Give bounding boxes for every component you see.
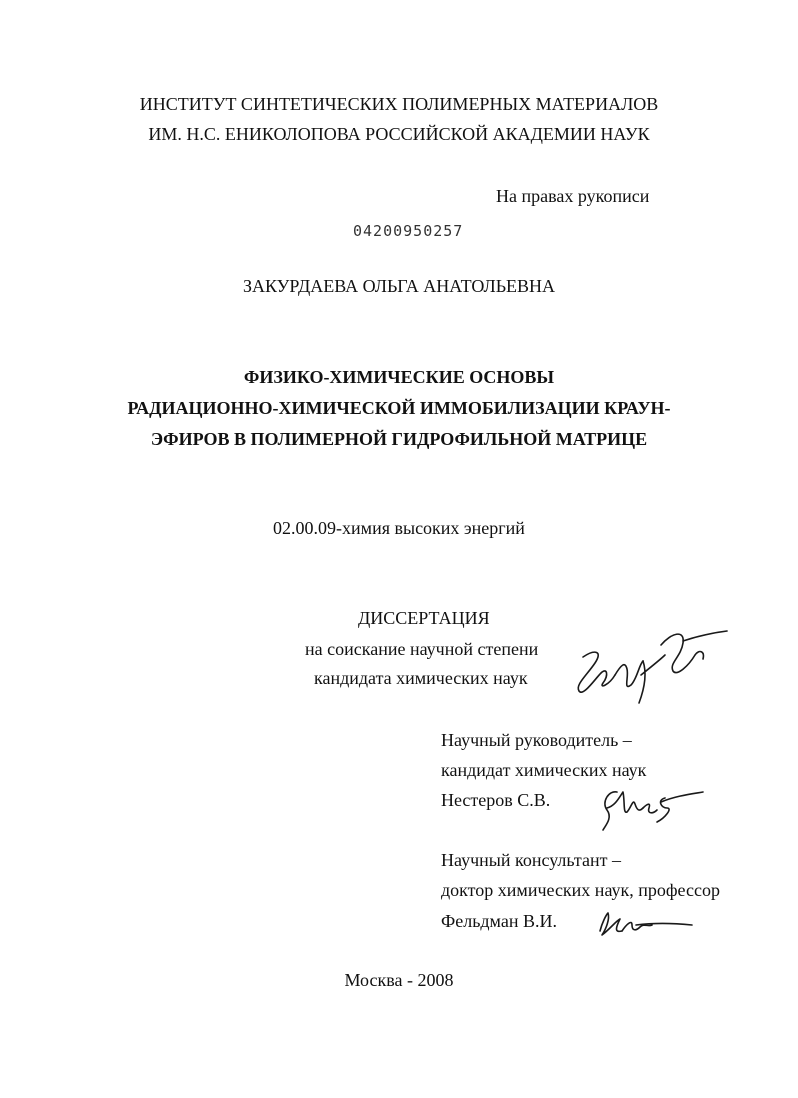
title-line-3: ЭФИРОВ В ПОЛИМЕРНОЙ ГИДРОФИЛЬНОЙ МАТРИЦЕ <box>150 429 648 449</box>
consultant-signature <box>592 903 702 943</box>
title-line-1: ФИЗИКО-ХИМИЧЕСКИЕ ОСНОВЫ <box>243 367 555 387</box>
dissertation-line-1: на соискание научной степени <box>305 639 539 659</box>
manuscript-note: На правах рукописи <box>496 186 650 206</box>
consultant-name: Фельдман В.И. <box>441 911 557 931</box>
supervisor-name: Нестеров С.В. <box>441 790 551 810</box>
consultant-role: Научный консультант – <box>441 850 621 870</box>
institute-line-2: ИМ. Н.С. ЕНИКОЛОПОВА РОССИЙСКОЙ АКАДЕМИИ НАУК <box>148 124 650 144</box>
dissertation-heading: ДИССЕРТАЦИЯ <box>358 608 490 628</box>
specialty-code: 02.00.09-химия высоких энергий <box>273 518 525 538</box>
institute-line-1: ИНСТИТУТ СИНТЕТИЧЕСКИХ ПОЛИМЕРНЫХ МАТЕРИАЛОВ <box>139 94 659 114</box>
consultant-degree: доктор химических наук, профессор <box>441 880 720 900</box>
registration-number: 04200950257 <box>353 222 464 240</box>
author-name: ЗАКУРДАЕВА ОЛЬГА АНАТОЛЬЕВНА <box>242 276 556 296</box>
author-signature <box>565 615 735 710</box>
title-line-2: РАДИАЦИОННО-ХИМИЧЕСКОЙ ИММОБИЛИЗАЦИИ КРАУН- <box>127 398 671 418</box>
supervisor-role: Научный руководитель – <box>441 730 632 750</box>
supervisor-signature <box>595 778 705 838</box>
city-year: Москва - 2008 <box>344 970 454 990</box>
supervisor-degree: кандидат химических наук <box>441 760 647 780</box>
dissertation-line-2: кандидата химических наук <box>314 668 528 688</box>
